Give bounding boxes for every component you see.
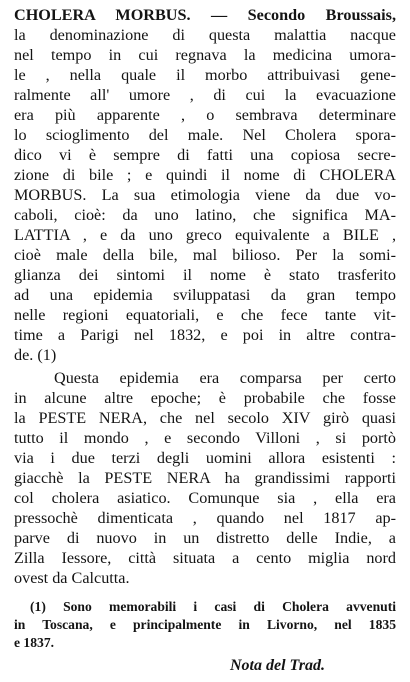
text-line: ad una epidemia sviluppatasi da gran tempo: [14, 286, 396, 304]
text-line: dico vi è sempre di fatti una copiosa secre-: [14, 146, 396, 164]
text-line: in alcune altre epoche; è probabile che fosse: [14, 389, 396, 407]
text-line: tutto il mondo , e secondo Villoni , si portò: [14, 429, 396, 447]
text-line: caboli, cioè: da uno latino, che significa MA-: [14, 206, 396, 224]
text-line: lo scioglimento del male. Nel Cholera spora-: [14, 126, 396, 144]
footnote-line: e 1837.: [14, 635, 55, 650]
text-line: nelle regioni equatoriali, e che fece tante vit-: [14, 306, 396, 324]
text-line: LATTIA , e da uno greco equivalente a BILE ,: [14, 226, 396, 244]
text-line: le , nella quale il morbo attribuivasi gene-: [14, 66, 396, 84]
text-line: pressochè dimenticata , quando nel 1817 ap-: [14, 509, 396, 527]
footnote-line: (1) Sono memorabili i casi di Cholera avvenuti: [30, 599, 396, 614]
text-line: time a Parigi nel 1832, e poi in altre contra-: [14, 326, 396, 344]
text-line: ovest da Calcutta.: [14, 569, 130, 587]
text-line: era più apparente , o sembrava determinare: [14, 106, 396, 124]
text-line: via i due terzi degli uomini allora esistenti :: [14, 449, 396, 467]
translator-note-signature: Nota del Trad.: [230, 657, 325, 674]
text-line: giacchè la PESTE NERA ha grandissimi rapporti: [14, 469, 396, 487]
text-line: zione di bile ; e quindi il nome di CHOLERA: [14, 166, 396, 184]
text-line: la denominazione di questa malattia nacque: [14, 26, 396, 44]
text-line: CHOLERA MORBUS. — Secondo Broussais,: [14, 6, 396, 24]
text-line: Zilla Iessore, città situata a cento miglia nord: [14, 549, 396, 567]
text-line: col cholera asiatico. Comunque sia , ella era: [14, 489, 396, 507]
text-line: la PESTE NERA, che nel secolo XIV girò quasi: [14, 409, 396, 427]
text-line: de. (1): [14, 346, 57, 364]
text-line: ralmente all' umore , di cui la evacuazione: [14, 86, 396, 104]
text-line: glianza dei sintomi il nome è stato trasferito: [14, 266, 396, 284]
footnote-line: in Toscana, e principalmente in Livorno, nel 1835: [14, 617, 396, 632]
text-line: MORBUS. La sua etimologia viene da due vo-: [14, 186, 396, 204]
text-line: parve di nuovo in un distretto delle Indie, a: [14, 529, 396, 547]
text-line: cioè male della bile, mal bilioso. Per la somi-: [14, 246, 396, 264]
text-line: nel tempo in cui regnava la medicina umora-: [14, 46, 396, 64]
text-line: Questa epidemia era comparsa per certo: [54, 369, 396, 387]
